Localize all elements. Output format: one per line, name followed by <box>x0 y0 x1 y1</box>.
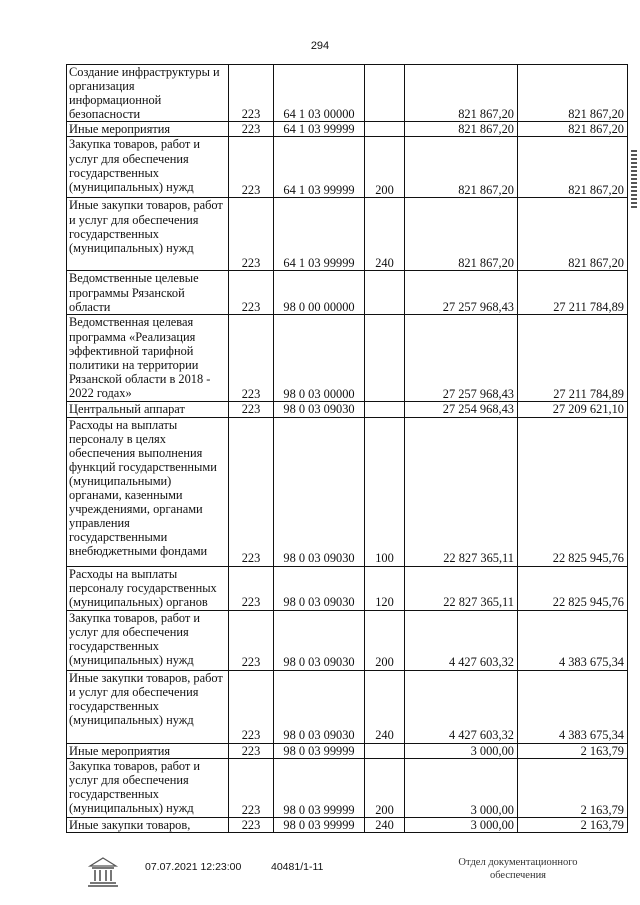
table-row <box>67 271 628 315</box>
row-vr <box>365 315 405 402</box>
row-ved: 223 <box>229 198 274 271</box>
row-sum-2: 821 867,20 <box>518 65 628 122</box>
row-sum-2: 4 383 675,34 <box>518 610 628 670</box>
row-ved: 223 <box>229 65 274 122</box>
row-csr: 98 0 03 09030 <box>274 417 365 566</box>
row-vr <box>365 271 405 315</box>
table-row <box>67 137 628 198</box>
row-ved: 223 <box>229 122 274 137</box>
row-vr: 240 <box>365 670 405 743</box>
row-name: Ведомственные целевые программы Рязанской области <box>67 271 229 315</box>
row-sum-2: 2 163,79 <box>518 743 628 758</box>
table-row <box>67 566 628 610</box>
row-ved: 223 <box>229 743 274 758</box>
budget-table <box>66 64 628 833</box>
row-csr: 98 0 03 09030 <box>274 402 365 417</box>
table-row <box>67 417 628 566</box>
row-sum-2: 4 383 675,34 <box>518 670 628 743</box>
footer-department: Отдел документационного обеспечения <box>458 857 578 881</box>
row-name: Иные закупки товаров, работ и услуг для обеспечения государственных (муниципальных) нужд <box>67 670 229 743</box>
row-sum-1: 821 867,20 <box>405 198 518 271</box>
row-ved: 223 <box>229 758 274 817</box>
row-sum-1: 22 827 365,11 <box>405 566 518 610</box>
table-row <box>67 65 628 122</box>
row-sum-2: 2 163,79 <box>518 758 628 817</box>
row-csr: 98 0 03 00000 <box>274 315 365 402</box>
row-sum-2: 22 825 945,76 <box>518 566 628 610</box>
row-name: Иные мероприятия <box>67 743 229 758</box>
row-name: Иные закупки товаров, <box>67 817 229 832</box>
table-row <box>67 198 628 271</box>
table-row <box>67 670 628 743</box>
row-sum-2: 22 825 945,76 <box>518 417 628 566</box>
row-csr: 64 1 03 99999 <box>274 137 365 198</box>
government-building-icon <box>86 856 120 893</box>
row-sum-1: 3 000,00 <box>405 758 518 817</box>
row-vr: 200 <box>365 610 405 670</box>
row-name: Расходы на выплаты персоналу государственных (муниципальных) органов <box>67 566 229 610</box>
row-sum-1: 27 254 968,43 <box>405 402 518 417</box>
row-sum-1: 27 257 968,43 <box>405 315 518 402</box>
table-row <box>67 610 628 670</box>
row-vr: 240 <box>365 198 405 271</box>
table-row <box>67 817 628 832</box>
row-name: Ведомственная целевая программа «Реализация эффективной тарифной политики на территории Рязанской области в 2018 - 2022 годах» <box>67 315 229 402</box>
row-csr: 98 0 03 09030 <box>274 610 365 670</box>
row-sum-1: 22 827 365,11 <box>405 417 518 566</box>
row-name: Создание инфраструктуры и организация информационной безопасности <box>67 65 229 122</box>
row-csr: 98 0 03 99999 <box>274 743 365 758</box>
row-csr: 64 1 03 99999 <box>274 198 365 271</box>
row-sum-2: 2 163,79 <box>518 817 628 832</box>
scan-edge-mark <box>631 150 637 210</box>
row-name: Иные закупки товаров, работ и услуг для обеспечения государственных (муниципальных) нужд <box>67 198 229 271</box>
row-ved: 223 <box>229 817 274 832</box>
row-sum-1: 821 867,20 <box>405 122 518 137</box>
page-number: 294 <box>310 40 330 52</box>
row-name: Центральный аппарат <box>67 402 229 417</box>
row-ved: 223 <box>229 610 274 670</box>
row-vr: 200 <box>365 137 405 198</box>
row-name: Расходы на выплаты персоналу в целях обеспечения выполнения функций государственными (муниципальными) органами, казенными учреждениями, органами управления государственными внебюджетными фондами <box>67 417 229 566</box>
row-vr: 100 <box>365 417 405 566</box>
row-ved: 223 <box>229 417 274 566</box>
row-sum-1: 3 000,00 <box>405 817 518 832</box>
row-ved: 223 <box>229 670 274 743</box>
row-sum-1: 821 867,20 <box>405 137 518 198</box>
row-vr: 200 <box>365 758 405 817</box>
row-sum-2: 821 867,20 <box>518 137 628 198</box>
row-vr: 240 <box>365 817 405 832</box>
row-ved: 223 <box>229 402 274 417</box>
table-row <box>67 402 628 417</box>
row-sum-1: 4 427 603,32 <box>405 670 518 743</box>
row-sum-1: 3 000,00 <box>405 743 518 758</box>
row-ved: 223 <box>229 315 274 402</box>
table-row <box>67 315 628 402</box>
row-sum-1: 27 257 968,43 <box>405 271 518 315</box>
table-row <box>67 743 628 758</box>
row-sum-2: 27 209 621,10 <box>518 402 628 417</box>
table-row <box>67 122 628 137</box>
row-vr <box>365 122 405 137</box>
row-name: Закупка товаров, работ и услуг для обеспечения государственных (муниципальных) нужд <box>67 758 229 817</box>
row-sum-1: 4 427 603,32 <box>405 610 518 670</box>
row-csr: 64 1 03 00000 <box>274 65 365 122</box>
row-name: Закупка товаров, работ и услуг для обеспечения государственных (муниципальных) нужд <box>67 610 229 670</box>
row-csr: 98 0 03 99999 <box>274 758 365 817</box>
row-csr: 98 0 00 00000 <box>274 271 365 315</box>
row-ved: 223 <box>229 137 274 198</box>
row-sum-2: 821 867,20 <box>518 122 628 137</box>
row-name: Закупка товаров, работ и услуг для обеспечения государственных (муниципальных) нужд <box>67 137 229 198</box>
row-csr: 98 0 03 09030 <box>274 670 365 743</box>
row-vr: 120 <box>365 566 405 610</box>
row-csr: 98 0 03 99999 <box>274 817 365 832</box>
row-csr: 64 1 03 99999 <box>274 122 365 137</box>
table-row <box>67 758 628 817</box>
footer-timestamp: 07.07.2021 12:23:00 <box>145 861 242 873</box>
row-csr: 98 0 03 09030 <box>274 566 365 610</box>
row-ved: 223 <box>229 271 274 315</box>
row-sum-1: 821 867,20 <box>405 65 518 122</box>
row-vr <box>365 402 405 417</box>
row-ved: 223 <box>229 566 274 610</box>
row-sum-2: 27 211 784,89 <box>518 315 628 402</box>
page-footer <box>0 856 640 896</box>
row-vr <box>365 743 405 758</box>
row-sum-2: 821 867,20 <box>518 198 628 271</box>
row-sum-2: 27 211 784,89 <box>518 271 628 315</box>
row-name: Иные мероприятия <box>67 122 229 137</box>
footer-doc-number: 40481/1-11 <box>271 861 324 873</box>
row-vr <box>365 65 405 122</box>
